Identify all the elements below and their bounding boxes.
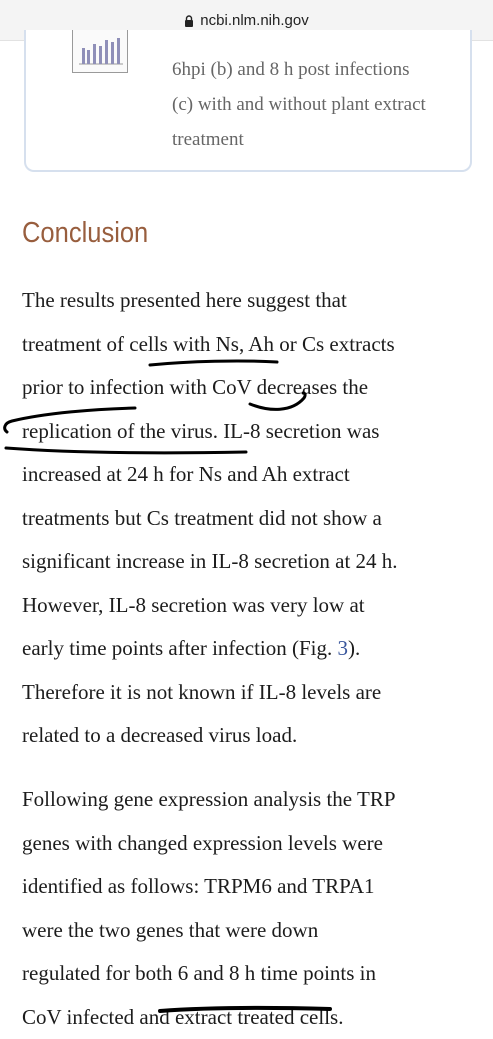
text-line: early time points after infection (Fig. 3). <box>22 627 482 671</box>
text-line: Therefore it is not known if IL-8 levels are <box>22 671 482 715</box>
bar-chart-icon <box>73 30 127 72</box>
figure-card[interactable] <box>24 30 472 172</box>
text-line: genes with changed expression levels were <box>22 822 482 866</box>
text-line: identified as follows: TRPM6 and TRPA1 <box>22 865 482 909</box>
text-line: related to a decreased virus load. <box>22 714 482 758</box>
text-line: The results presented here suggest that <box>22 279 482 323</box>
section-heading: Conclusion <box>22 217 148 250</box>
figure-caption <box>172 52 462 157</box>
text-line: Following gene expression analysis the TRP <box>22 778 482 822</box>
figure-reference-link[interactable]: 3 <box>338 636 349 660</box>
text-line: However, IL-8 secretion was very low at <box>22 584 482 628</box>
caption-line: 6hpi (b) and 8 h post infections <box>172 52 462 87</box>
text-line: replication of the virus. IL-8 secretion was <box>22 410 482 454</box>
text-line: significant increase in IL-8 secretion at 24 h. <box>22 540 482 584</box>
figure-thumbnail[interactable] <box>72 30 128 73</box>
text-line: increased at 24 h for Ns and Ah extract <box>22 453 482 497</box>
conclusion-paragraph <box>22 279 482 758</box>
text-line: regulated for both 6 and 8 h time points in <box>22 952 482 996</box>
text-line: were the two genes that were down <box>22 909 482 953</box>
trp-paragraph <box>22 778 482 1039</box>
text-line: CoV infected and extract treated cells. <box>22 996 482 1039</box>
url-text: ncbi.nlm.nih.gov <box>200 12 308 29</box>
text-line: treatment of cells with Ns, Ah or Cs extracts <box>22 323 482 367</box>
text-line: treatments but Cs treatment did not show a <box>22 497 482 541</box>
caption-line: treatment <box>172 122 462 157</box>
caption-line: (c) with and without plant extract <box>172 87 462 122</box>
lock-icon <box>184 15 194 27</box>
text-line: prior to infection with CoV decreases the <box>22 366 482 410</box>
